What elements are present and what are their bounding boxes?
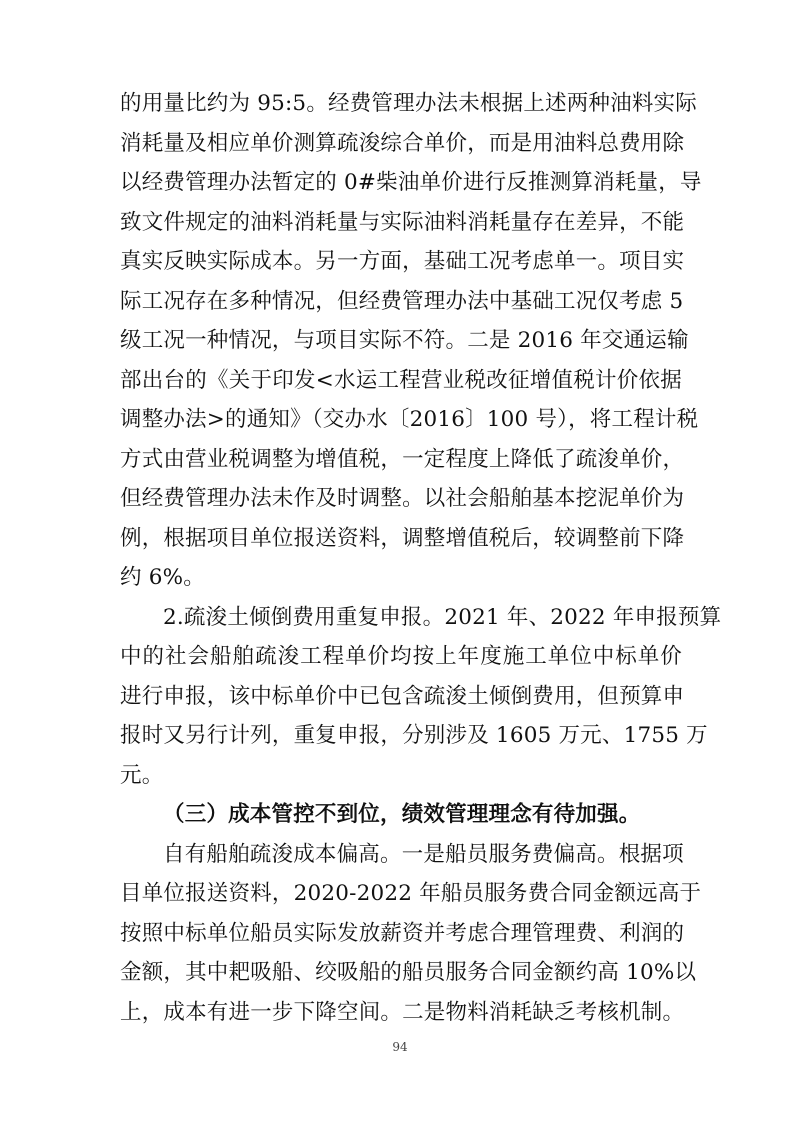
text-line: 部出台的《关于印发<水运工程营业税改征增值税计价依据: [120, 367, 682, 393]
text-line: 中的社会船舶疏浚工程单价均按上年度施工单位中标单价: [120, 644, 682, 669]
text-line: 真实反映实际成本。另一方面，基础工况考虑单一。项目实: [120, 249, 685, 274]
text-line: 自有船舶疏浚成本偏高。一是船员服务费偏高。根据项: [163, 841, 684, 867]
text-line: 方式由营业税调整为增值税，一定程度上降低了疏浚单价，: [120, 446, 685, 472]
text-line: 按照中标单位船员实际发放薪资并考虑合理管理费、利润的: [120, 920, 685, 946]
text-line: 消耗量及相应单价测算疏浚综合单价，而是用油料总费用除: [120, 130, 685, 156]
text-line: 但经费管理办法未作及时调整。以社会船舶基本挖泥单价为: [120, 486, 685, 511]
text-line: 调整办法>的通知》（交办水〔2016〕100 号），将工程计税: [120, 407, 699, 432]
text-line: 金额，其中耙吸船、绞吸船的船员服务合同金额约高 10%以: [120, 960, 697, 985]
page-number: 94: [392, 1040, 408, 1054]
body-text: [120, 84, 722, 1032]
text-line: 致文件规定的油料消耗量与实际油料消耗量存在差异，不能: [120, 209, 685, 235]
section-heading: （三）成本管控不到位，绩效管理理念有待加强。: [163, 802, 641, 827]
text-line: 的用量比约为 95:5。经费管理办法未根据上述两种油料实际: [120, 91, 697, 116]
text-line: 例，根据项目单位报送资料，调整增值税后，较调整前下降: [120, 525, 685, 551]
text-line: 以经费管理办法暂定的 0#柴油单价进行反推测算消耗量，导: [120, 170, 702, 195]
text-line: 上，成本有进一步下降空间。二是物料消耗缺乏考核机制。: [120, 999, 685, 1025]
text-line: 际工况存在多种情况，但经费管理办法中基础工况仅考虑 5: [120, 288, 684, 314]
text-line: 元。: [120, 762, 164, 788]
text-line: 约 6%。: [120, 565, 205, 590]
text-line: 报时又另行计列，重复申报，分别涉及 1605 万元、1755 万: [120, 723, 708, 748]
text-line: 进行申报，该中标单价中已包含疏浚土倾倒费用，但预算申: [120, 683, 685, 709]
text-line: 级工况一种情况，与项目实际不符。二是 2016 年交通运输: [120, 328, 689, 353]
text-line: 目单位报送资料，2020-2022 年船员服务费合同金额远高于: [120, 881, 702, 906]
text-line: 2.疏浚土倾倒费用重复申报。2021 年、2022 年申报预算: [163, 604, 722, 630]
